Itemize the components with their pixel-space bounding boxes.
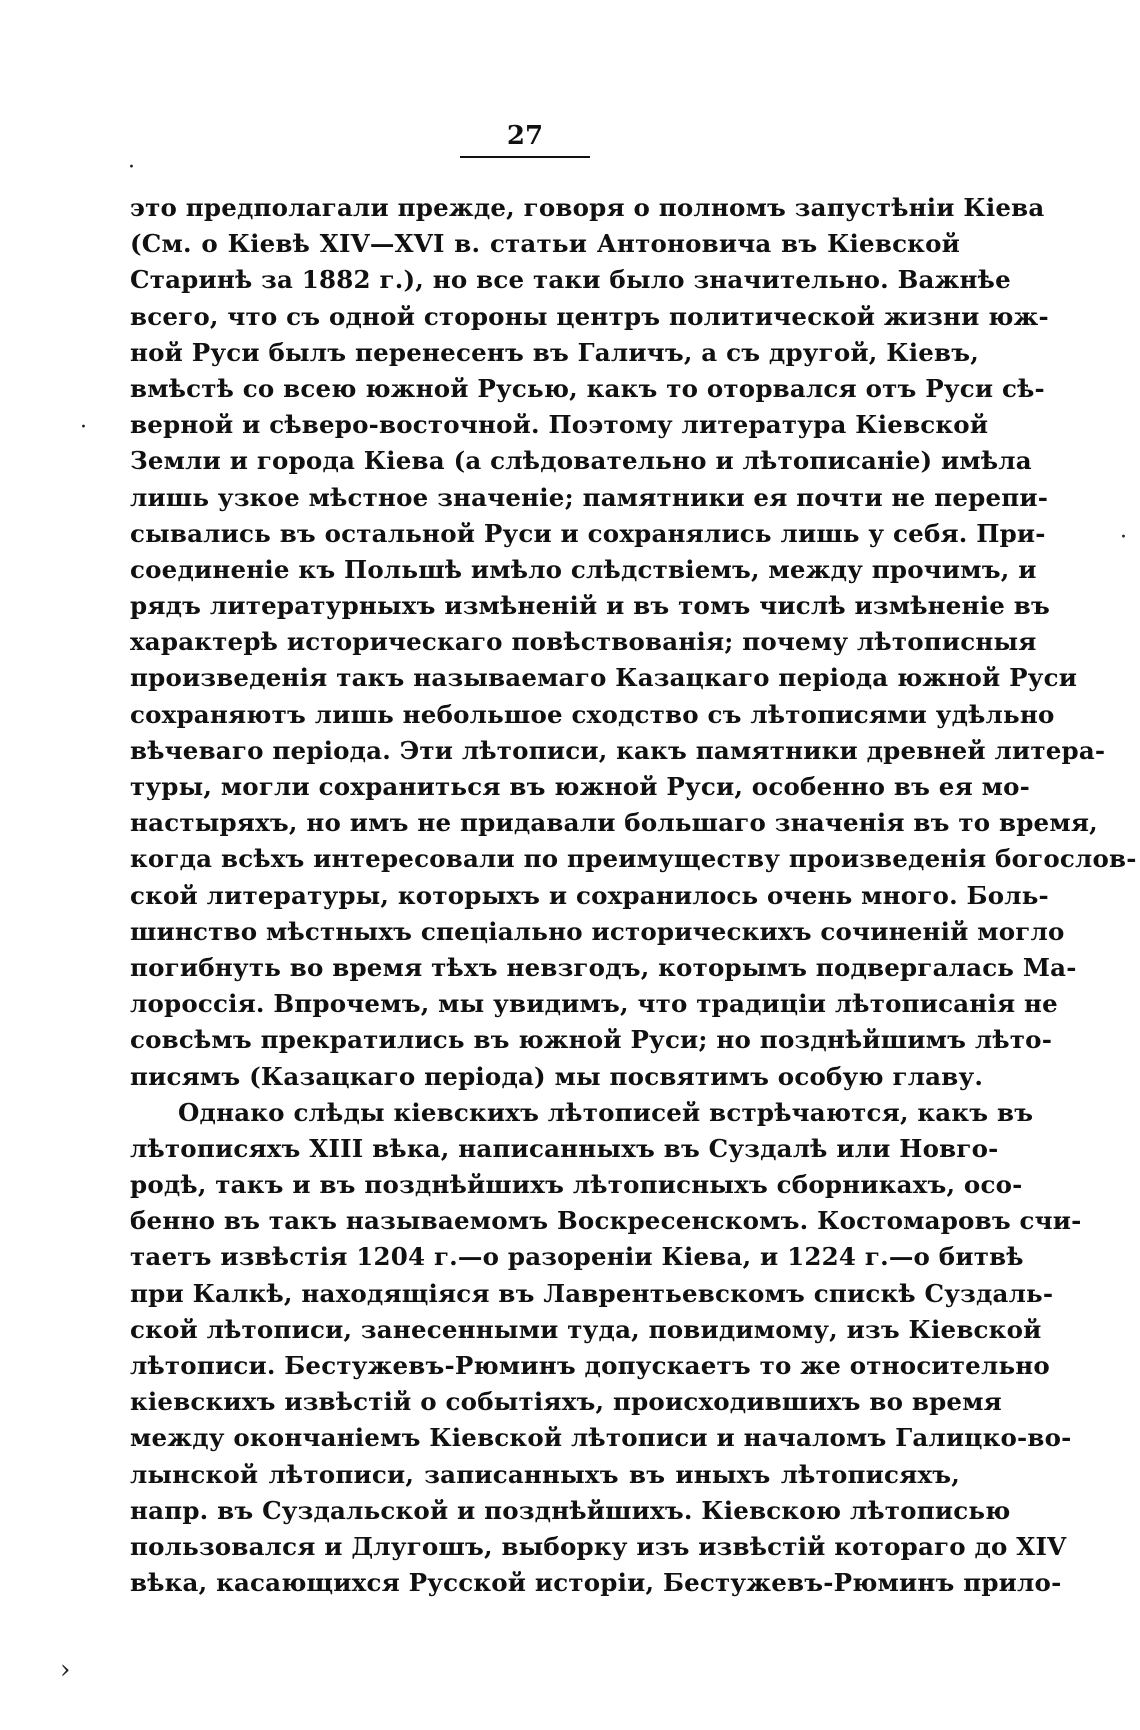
text-line: лѣтописи. Бестужевъ-Рюминъ допускаетъ то же относительно bbox=[130, 1351, 1050, 1380]
text-line: шинство мѣстныхъ спеціально историческихъ сочиненій могло bbox=[130, 916, 1065, 946]
text-line: писямъ (Казацкаго періода) мы посвятимъ особую главу. bbox=[130, 1061, 984, 1091]
text-line: лынской лѣтописи, записанныхъ въ иныхъ лѣтописяхъ, bbox=[130, 1459, 960, 1489]
page-number: 27 bbox=[460, 120, 590, 158]
text-line: погибнуть во время тѣхъ невзгодъ, которымъ подвергалась Ма- bbox=[130, 952, 1077, 982]
text-line: напр. въ Суздальской и позднѣйшихъ. Кіевскою лѣтописью bbox=[130, 1495, 1011, 1525]
text-line: вѣчеваго періода. Эти лѣтописи, какъ памятники древней литера- bbox=[130, 735, 1106, 765]
body-text bbox=[130, 190, 1137, 1601]
text-line: пользовался и Длугошъ, выборку изъ извѣстій котораго до XIV bbox=[130, 1531, 1067, 1561]
specks: › bbox=[60, 1655, 71, 1685]
text-line: таетъ извѣстія 1204 г.—о разореніи Кіева, и 1224 г.—о битвѣ bbox=[130, 1242, 1024, 1272]
text-line: ской литературы, которыхъ и сохранилось очень много. Боль- bbox=[130, 880, 1049, 910]
text-line: это предполагали прежде, говоря о полномъ запустѣніи Кіева bbox=[130, 193, 1045, 222]
text-line: туры, могли сохраниться въ южной Руси, особенно въ ея мо- bbox=[130, 772, 1031, 801]
text-line: лороссія. Впрочемъ, мы увидимъ, что традиціи лѣтописанія не bbox=[130, 989, 1058, 1019]
text-line: бенно въ такъ называемомъ Воскресенскомъ. Костомаровъ счи- bbox=[130, 1206, 1082, 1236]
text-line: всего, что съ одной стороны центръ политической жизни юж- bbox=[130, 301, 1049, 331]
text-line: вмѣстѣ со всею южной Русью, какъ то оторвался отъ Руси сѣ- bbox=[130, 373, 1045, 403]
specks: · bbox=[1120, 525, 1127, 550]
paragraph-container bbox=[130, 190, 1137, 1601]
specks: · bbox=[128, 155, 135, 180]
text-line: кіевскихъ извѣстій о событіяхъ, происходившихъ во время bbox=[130, 1387, 1002, 1417]
text-line: верной и сѣверо-восточной. Поэтому литература Кіевской bbox=[130, 410, 989, 440]
paragraph bbox=[130, 1095, 1082, 1602]
text-line: при Калкѣ, находящіяся въ Лаврентьевскомъ спискѣ Суздаль- bbox=[130, 1278, 1054, 1308]
text-line: ной Руси былъ перенесенъ въ Галичъ, а съ другой, Кіевъ, bbox=[130, 337, 979, 367]
text-line: совсѣмъ прекратились въ южной Руси; но позднѣйшимъ лѣто- bbox=[130, 1025, 1053, 1055]
text-line: соединеніе къ Польшѣ имѣло слѣдствіемъ, между прочимъ, и bbox=[130, 554, 1037, 584]
text-line: сывались въ остальной Руси и сохранялись лишь у себя. При- bbox=[130, 518, 1046, 548]
text-line: родѣ, такъ и въ позднѣйшихъ лѣтописныхъ сборникахъ, осо- bbox=[130, 1170, 1023, 1200]
text-line: лишь узкое мѣстное значеніе; памятники ея почти не перепи- bbox=[130, 482, 1049, 512]
text-line: произведенія такъ называемаго Казацкаго періода южной Руси bbox=[130, 663, 1078, 693]
text-line: Земли и города Кіева (а слѣдовательно и лѣтописаніе) имѣла bbox=[130, 446, 1032, 476]
text-line: (См. о Кіевѣ XIV—XVI в. статьи Антоновича въ Кіевской bbox=[130, 229, 960, 259]
paragraph bbox=[130, 190, 1137, 1095]
text-line: когда всѣхъ интересовали по преимуществу произведенія богослов- bbox=[130, 844, 1137, 874]
text-line: Старинѣ за 1882 г.), но все таки было значительно. Важнѣе bbox=[130, 265, 1011, 295]
text-line: настыряхъ, но имъ не придавали большаго значенія въ то время, bbox=[130, 808, 1098, 838]
text-line: ской лѣтописи, занесенными туда, повидимому, изъ Кіевской bbox=[130, 1314, 1042, 1344]
text-line: между окончаніемъ Кіевской лѣтописи и началомъ Галицко-во- bbox=[130, 1423, 1072, 1453]
specks: · bbox=[80, 415, 87, 440]
text-line: вѣка, касающихся Русской исторіи, Бестужевъ-Рюминъ прило- bbox=[130, 1568, 1062, 1598]
text-line: рядъ литературныхъ измѣненій и въ томъ числѣ измѣненіе въ bbox=[130, 591, 1050, 621]
text-line: характерѣ историческаго повѣствованія; почему лѣтописныя bbox=[130, 627, 1037, 657]
text-line: лѣтописяхъ XIII вѣка, написанныхъ въ Суздалѣ или Новго- bbox=[130, 1133, 999, 1163]
text-line: сохраняютъ лишь небольшое сходство съ лѣтописями удѣльно bbox=[130, 699, 1055, 729]
text-line: Однако слѣды кіевскихъ лѣтописей встрѣчаются, какъ въ bbox=[178, 1097, 1034, 1127]
